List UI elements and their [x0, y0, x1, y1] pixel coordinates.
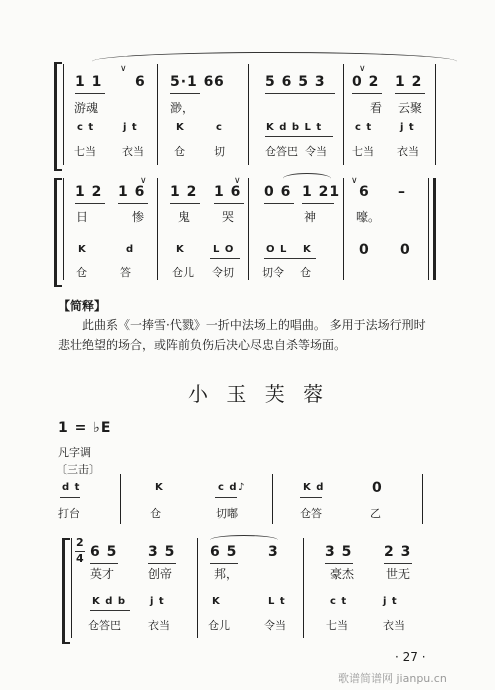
underline: [325, 563, 353, 564]
note-group: 6 5: [90, 544, 118, 560]
perc-rest: 0: [359, 242, 370, 258]
note-group: 3 5: [148, 544, 176, 560]
perc-symbol: c t: [77, 122, 95, 133]
perc-lyric: 切嘟: [216, 507, 238, 520]
bar-line: [248, 64, 249, 165]
time-signature-top: 2: [76, 536, 85, 549]
underline: [352, 93, 382, 94]
note-group: 3 5: [325, 544, 353, 560]
bar-line: [303, 538, 304, 638]
perc-lyric: 七当: [352, 145, 374, 158]
note-group: 1 21: [302, 184, 341, 200]
lyric: 嚎。: [356, 210, 381, 224]
perc-symbol: L t: [268, 596, 286, 607]
bar-line: [422, 474, 423, 524]
bar-line: [197, 538, 198, 638]
note-group: 6: [359, 184, 370, 200]
underline: [265, 93, 335, 94]
perc-lyric: 仓答: [300, 507, 322, 520]
perc-lyric: 七当: [74, 145, 96, 158]
perc-symbol: d: [126, 244, 135, 255]
perc-symbol: L O: [213, 244, 235, 255]
perc-lyric: 仓: [76, 266, 87, 279]
perc-rest: 0: [372, 480, 383, 496]
song-title: 小 玉 芙 蓉: [188, 382, 330, 406]
note-dash: –: [398, 184, 405, 200]
time-signature-bottom: 4: [76, 552, 85, 565]
tie-mark: [92, 52, 457, 71]
underline: [90, 610, 130, 611]
bar-line: [428, 178, 429, 280]
perc-symbol: K: [176, 244, 185, 255]
perc-lyric: 仓: [174, 145, 185, 158]
mode-label: 凡字调: [58, 446, 91, 459]
underline: [300, 497, 322, 498]
note-group: 6: [214, 74, 225, 90]
bar-line: [63, 178, 64, 280]
perc-lyric: 仓儿: [208, 619, 230, 632]
perc-symbol: j t: [383, 596, 398, 607]
lyric: 惨: [132, 210, 145, 224]
perc-symbol: K d b L t: [266, 122, 323, 133]
note-paragraph: 此曲系《一捧雪·代戮》一折中法场上的唱曲。 多用于法场行刑时: [82, 318, 426, 332]
row3-percussion-lyrics: [0, 505, 495, 525]
lyric: 鬼: [178, 210, 191, 224]
perc-lyric: 令当: [305, 145, 327, 158]
lyric: 日: [76, 210, 89, 224]
perc-lyric: 仓答巴: [265, 145, 298, 158]
underline: [384, 563, 412, 564]
perc-lyric: 七当: [326, 619, 348, 632]
lyric: 豪杰: [330, 567, 355, 581]
perc-lyric: 衣当: [383, 619, 405, 632]
underline: [265, 136, 333, 137]
perc-lyric: 令切: [212, 266, 234, 279]
perc-symbol: K: [212, 596, 221, 607]
lyric: 创帝: [148, 567, 173, 581]
bar-line: [343, 178, 344, 280]
breath-mark: ∨: [359, 64, 366, 74]
breath-mark: ∨: [120, 64, 127, 74]
note-group: 5·1 6: [170, 74, 215, 90]
perc-symbol: O L: [266, 244, 288, 255]
bar-line: [71, 538, 72, 638]
tie-mark: [283, 173, 331, 184]
underline: [302, 203, 334, 204]
intro-label: 〔三击〕: [56, 463, 100, 476]
underline: [118, 203, 148, 204]
perc-lyric: 切: [214, 145, 225, 158]
perc-symbol: K: [176, 122, 185, 133]
perc-lyric: 打台: [58, 507, 80, 520]
underline: [264, 203, 294, 204]
underline: [395, 93, 425, 94]
bar-line: [272, 474, 273, 524]
tail-mark: ♪: [238, 482, 245, 493]
bar-line: [157, 178, 158, 280]
lyric: 云聚: [398, 101, 423, 115]
perc-symbol: c: [216, 122, 223, 133]
lyric: 渺，: [170, 101, 195, 115]
note-group: 0 6: [264, 184, 292, 200]
lyric: 世无: [386, 567, 411, 581]
perc-lyric: 仓儿: [172, 266, 194, 279]
perc-symbol: K: [78, 244, 87, 255]
perc-symbol: j t: [123, 122, 138, 133]
note-heading: 【简释】: [58, 299, 107, 313]
perc-symbol: K: [303, 244, 312, 255]
note-group: 6 5: [210, 544, 238, 560]
note-group: 2 3: [384, 544, 412, 560]
row4-notes: [0, 544, 495, 564]
perc-symbol: c t: [330, 596, 348, 607]
bar-line: [433, 178, 436, 280]
note-group: 0 2: [352, 74, 380, 90]
underline: [148, 563, 176, 564]
note-group: 1 6: [214, 184, 242, 200]
perc-lyric: 衣当: [397, 145, 419, 158]
underline: [214, 203, 244, 204]
underline: [210, 563, 238, 564]
tie-mark: [210, 535, 278, 545]
perc-lyric: 仓: [150, 507, 161, 520]
perc-symbol: j t: [150, 596, 165, 607]
perc-lyric: 衣当: [122, 145, 144, 158]
bar-line: [157, 64, 158, 165]
key-signature: 1 = ♭E: [58, 420, 112, 436]
perc-symbol: K: [155, 482, 164, 493]
perc-lyric: 衣当: [148, 619, 170, 632]
bar-line: [343, 64, 344, 165]
perc-lyric: 切令: [262, 266, 284, 279]
note-group: 5 6 5 3: [265, 74, 326, 90]
perc-symbol: d t: [62, 482, 81, 493]
note-group: 6: [135, 74, 146, 90]
perc-lyric: 乙: [370, 507, 381, 520]
watermark: 歌谱简谱网 jianpu.cn: [338, 672, 447, 685]
underline: [210, 258, 240, 259]
underline: [60, 497, 80, 498]
note-group: 1 2: [75, 184, 103, 200]
bar-line: [248, 178, 249, 280]
note-group: 1 6: [118, 184, 146, 200]
note-paragraph: 悲壮绝望的场合，或阵前负伤后决心尽忠自杀等场面。: [58, 338, 347, 352]
row4-percussion-lyrics: [0, 617, 495, 637]
row4-percussion: [0, 596, 495, 616]
perc-symbol: K d: [303, 482, 325, 493]
lyric: 游魂: [74, 101, 99, 115]
underline: [90, 563, 118, 564]
bar-line: [120, 474, 121, 524]
perc-symbol: j t: [400, 122, 415, 133]
underline: [75, 203, 105, 204]
underline: [215, 497, 237, 498]
underline: [264, 258, 316, 259]
perc-symbol: c t: [355, 122, 373, 133]
underline: [170, 93, 200, 94]
underline: [75, 93, 105, 94]
breath-mark: ∨: [140, 176, 147, 186]
perc-lyric: 仓: [300, 266, 311, 279]
breath-mark: ∨: [234, 176, 241, 186]
breath-mark: ∨: [351, 176, 358, 186]
note-group: 3: [268, 544, 279, 560]
row4-lyrics: [0, 565, 495, 585]
perc-lyric: 仓答巴: [88, 619, 121, 632]
lyric: 邦，: [214, 567, 239, 581]
row3-percussion: [0, 482, 495, 502]
lyric: 英才: [90, 567, 115, 581]
bar-line: [63, 64, 64, 165]
lyric: 神: [304, 210, 317, 224]
underline: [170, 203, 200, 204]
perc-lyric: 令当: [264, 619, 286, 632]
perc-symbol: K d b: [92, 596, 127, 607]
bar-line: [435, 64, 436, 165]
lyric: 哭: [222, 210, 235, 224]
note-group: 1 2: [395, 74, 423, 90]
note-group: 1 2: [170, 184, 198, 200]
perc-lyric: 答: [120, 266, 131, 279]
lyric: 看: [370, 101, 383, 115]
note-group: 1 1: [75, 74, 103, 90]
perc-symbol: c d: [218, 482, 238, 493]
perc-rest: 0: [400, 242, 411, 258]
page-number: · 27 ·: [395, 650, 426, 664]
